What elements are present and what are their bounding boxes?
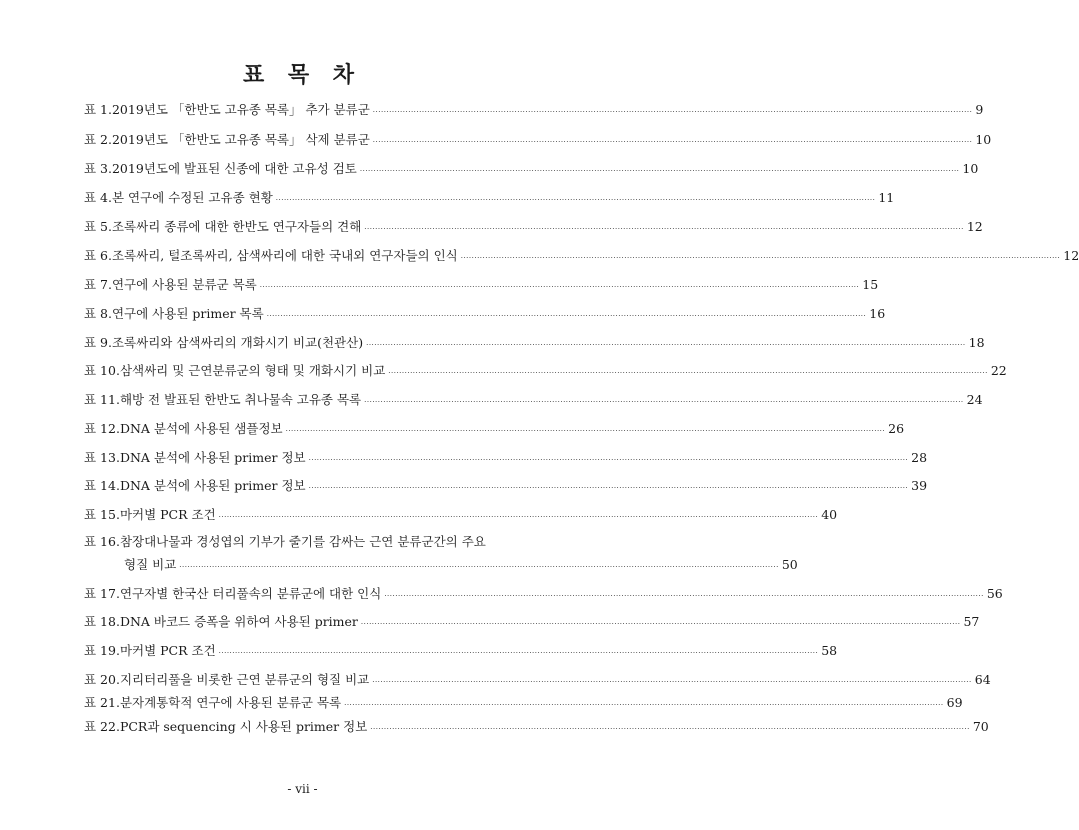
toc-entry-page: 39 bbox=[911, 478, 928, 493]
toc-entry-label: 표 11. bbox=[84, 392, 120, 407]
dot-leader: ···························································································································································································································· bbox=[179, 563, 779, 571]
toc-entry-page: 16 bbox=[869, 306, 886, 321]
toc-entry-title: DNA 분석에 사용된 primer 정보 bbox=[119, 478, 306, 493]
toc-entry-page: 22 bbox=[990, 363, 1007, 378]
toc-entry-label: 표 5. bbox=[84, 219, 112, 234]
toc-entry-page: 70 bbox=[972, 719, 989, 734]
toc-entry-label: 표 10. bbox=[84, 363, 120, 378]
toc-entry-title: 2019년도 「한반도 고유종 목록」 삭제 분류군 bbox=[111, 132, 370, 147]
dot-leader: ···························································································································································································································· bbox=[372, 678, 972, 686]
toc-entry[interactable] bbox=[84, 420, 905, 440]
toc-entry-title: PCR과 sequencing 시 사용된 primer 정보 bbox=[119, 719, 368, 734]
dot-leader: ···························································································································································································································· bbox=[460, 254, 1061, 262]
toc-entry-title: 해방 전 발표된 한반도 취나물속 고유종 목록 bbox=[119, 392, 362, 407]
toc-entry-label: 표 18. bbox=[84, 614, 120, 629]
toc-entry-title: 분자계통학적 연구에 사용된 분류군 목록 bbox=[119, 695, 342, 710]
toc-entry-title: 마커별 PCR 조건 bbox=[119, 507, 216, 522]
toc-entry-label: 표 22. bbox=[84, 719, 120, 734]
toc-entry[interactable] bbox=[84, 247, 1079, 267]
dot-leader: ···························································································································································································································· bbox=[364, 398, 964, 406]
dot-leader: ···························································································································································································································· bbox=[275, 196, 876, 204]
toc-entry-title: 조록싸리와 삼색싸리의 개화시기 비교(천관산) bbox=[111, 335, 364, 350]
dot-leader: ···························································································································································································································· bbox=[359, 167, 960, 175]
toc-entry-page: 12 bbox=[966, 219, 983, 234]
dot-leader: ···························································································································································································································· bbox=[366, 341, 966, 349]
dot-leader: ···························································································································································································································· bbox=[344, 701, 944, 709]
dot-leader: ···························································································································································································································· bbox=[308, 484, 909, 492]
toc-entry-label: 표 3. bbox=[84, 161, 112, 176]
toc-entry-label: 표 1. bbox=[84, 102, 112, 117]
toc-entry-title: 지리터리풀을 비롯한 근연 분류군의 형질 비교 bbox=[119, 672, 370, 687]
toc-entry-title: 조록싸리, 털조록싸리, 삼색싸리에 대한 국내외 연구자들의 인식 bbox=[111, 248, 458, 263]
dot-leader: ···························································································································································································································· bbox=[360, 620, 961, 628]
toc-entry-page: 12 bbox=[1063, 248, 1079, 263]
toc-entry[interactable] bbox=[84, 391, 983, 411]
toc-entry-page: 40 bbox=[821, 507, 838, 522]
toc-entry-page: 10 bbox=[975, 132, 992, 147]
dot-leader: ···························································································································································································································· bbox=[372, 108, 973, 116]
toc-entry-page: 58 bbox=[821, 643, 838, 658]
toc-entry-title: 본 연구에 수정된 고유종 현황 bbox=[111, 190, 273, 205]
toc-entry[interactable] bbox=[84, 305, 886, 325]
toc-entry-title: 2019년도에 발표된 신종에 대한 고유성 검토 bbox=[111, 161, 357, 176]
page-number-footer: - vii - bbox=[287, 782, 318, 796]
toc-entry[interactable] bbox=[84, 642, 838, 662]
toc-entry[interactable] bbox=[84, 218, 983, 238]
toc-entry[interactable] bbox=[84, 449, 928, 469]
toc-entry-title: DNA 분석에 사용된 primer 정보 bbox=[119, 450, 306, 465]
toc-entry-label: 표 14. bbox=[84, 478, 120, 493]
toc-entry[interactable] bbox=[84, 160, 979, 180]
toc-entry-label: 표 16. bbox=[84, 534, 120, 549]
dot-leader: ···························································································································································································································· bbox=[218, 649, 819, 657]
toc-entry[interactable] bbox=[84, 671, 991, 691]
toc-entry-page: 24 bbox=[966, 392, 983, 407]
toc-entry-page: 64 bbox=[974, 672, 991, 687]
toc-entry-title: 연구자별 한국산 터리풀속의 분류군에 대한 인식 bbox=[119, 586, 382, 601]
dot-leader: ···························································································································································································································· bbox=[308, 456, 909, 464]
dot-leader: ···························································································································································································································· bbox=[364, 225, 964, 233]
toc-entry-label: 표 9. bbox=[84, 335, 112, 350]
toc-entry-title: 2019년도 「한반도 고유종 목록」 추가 분류군 bbox=[111, 102, 370, 117]
toc-entry[interactable] bbox=[84, 533, 798, 576]
toc-entry-page: 57 bbox=[963, 614, 980, 629]
dot-leader: ···························································································································································································································· bbox=[285, 427, 886, 435]
toc-entry-title-continued: 형질 비교 bbox=[124, 557, 177, 572]
toc-entry-label: 표 7. bbox=[84, 277, 112, 292]
toc-entry-page: 28 bbox=[911, 450, 928, 465]
dot-leader: ···························································································································································································································· bbox=[388, 369, 988, 377]
toc-entry-title: DNA 분석에 사용된 샘플정보 bbox=[119, 421, 283, 436]
toc-entry[interactable] bbox=[84, 276, 879, 296]
toc-entry[interactable] bbox=[84, 506, 838, 526]
toc-entry[interactable] bbox=[84, 694, 963, 714]
toc-entry[interactable] bbox=[84, 613, 980, 633]
toc-entry[interactable] bbox=[84, 189, 895, 209]
dot-leader: ···························································································································································································································· bbox=[372, 138, 973, 146]
toc-entry[interactable] bbox=[84, 334, 985, 354]
toc-entry-page: 10 bbox=[962, 161, 979, 176]
toc-entry-title: 참장대나물과 경성엽의 기부가 줄기를 감싸는 근연 분류군간의 주요 bbox=[119, 534, 486, 549]
toc-entry-label: 표 8. bbox=[84, 306, 112, 321]
toc-entry-title: 연구에 사용된 분류군 목록 bbox=[111, 277, 257, 292]
toc-entry[interactable] bbox=[84, 585, 1003, 605]
toc-entry-label: 표 4. bbox=[84, 190, 112, 205]
toc-entry-page: 26 bbox=[888, 421, 905, 436]
dot-leader: ···························································································································································································································· bbox=[218, 513, 819, 521]
toc-entry-label: 표 19. bbox=[84, 643, 120, 658]
toc-entry-page: 11 bbox=[878, 190, 895, 205]
toc-entry-page: 15 bbox=[862, 277, 879, 292]
dot-leader: ···························································································································································································································· bbox=[259, 283, 860, 291]
dot-leader: ···························································································································································································································· bbox=[384, 592, 984, 600]
toc-entry-title: 조록싸리 종류에 대한 한반도 연구자들의 견해 bbox=[111, 219, 362, 234]
toc-entry[interactable] bbox=[84, 718, 989, 738]
toc-entry-title: DNA 바코드 증폭을 위하여 사용된 primer bbox=[119, 614, 358, 629]
toc-entry-label: 표 17. bbox=[84, 586, 120, 601]
toc-entry[interactable] bbox=[84, 362, 1007, 382]
page-title: 표 목 차 bbox=[242, 62, 363, 88]
dot-leader: ···························································································································································································································· bbox=[266, 312, 867, 320]
toc-entry-title: 연구에 사용된 primer 목록 bbox=[111, 306, 264, 321]
toc-entry-page: 18 bbox=[968, 335, 985, 350]
toc-entry-label: 표 12. bbox=[84, 421, 120, 436]
toc-entry-label: 표 20. bbox=[84, 672, 120, 687]
toc-entry-label: 표 13. bbox=[84, 450, 120, 465]
toc-entry-label: 표 15. bbox=[84, 507, 120, 522]
toc-entry-page: 9 bbox=[975, 102, 984, 117]
toc-entry-title: 삼색싸리 및 근연분류군의 형태 및 개화시기 비교 bbox=[119, 363, 386, 378]
toc-entry-label: 표 21. bbox=[84, 695, 120, 710]
toc-entry-page: 56 bbox=[986, 586, 1003, 601]
toc-entry[interactable] bbox=[84, 101, 984, 121]
toc-entry-page: 69 bbox=[946, 695, 963, 710]
toc-entry[interactable] bbox=[84, 131, 992, 151]
toc-entry[interactable] bbox=[84, 477, 928, 497]
toc-entry-label: 표 2. bbox=[84, 132, 112, 147]
toc-entry-title: 마커별 PCR 조건 bbox=[119, 643, 216, 658]
dot-leader: ···························································································································································································································· bbox=[370, 725, 970, 733]
toc-entry-page: 50 bbox=[781, 557, 798, 572]
toc-entry-label: 표 6. bbox=[84, 248, 112, 263]
